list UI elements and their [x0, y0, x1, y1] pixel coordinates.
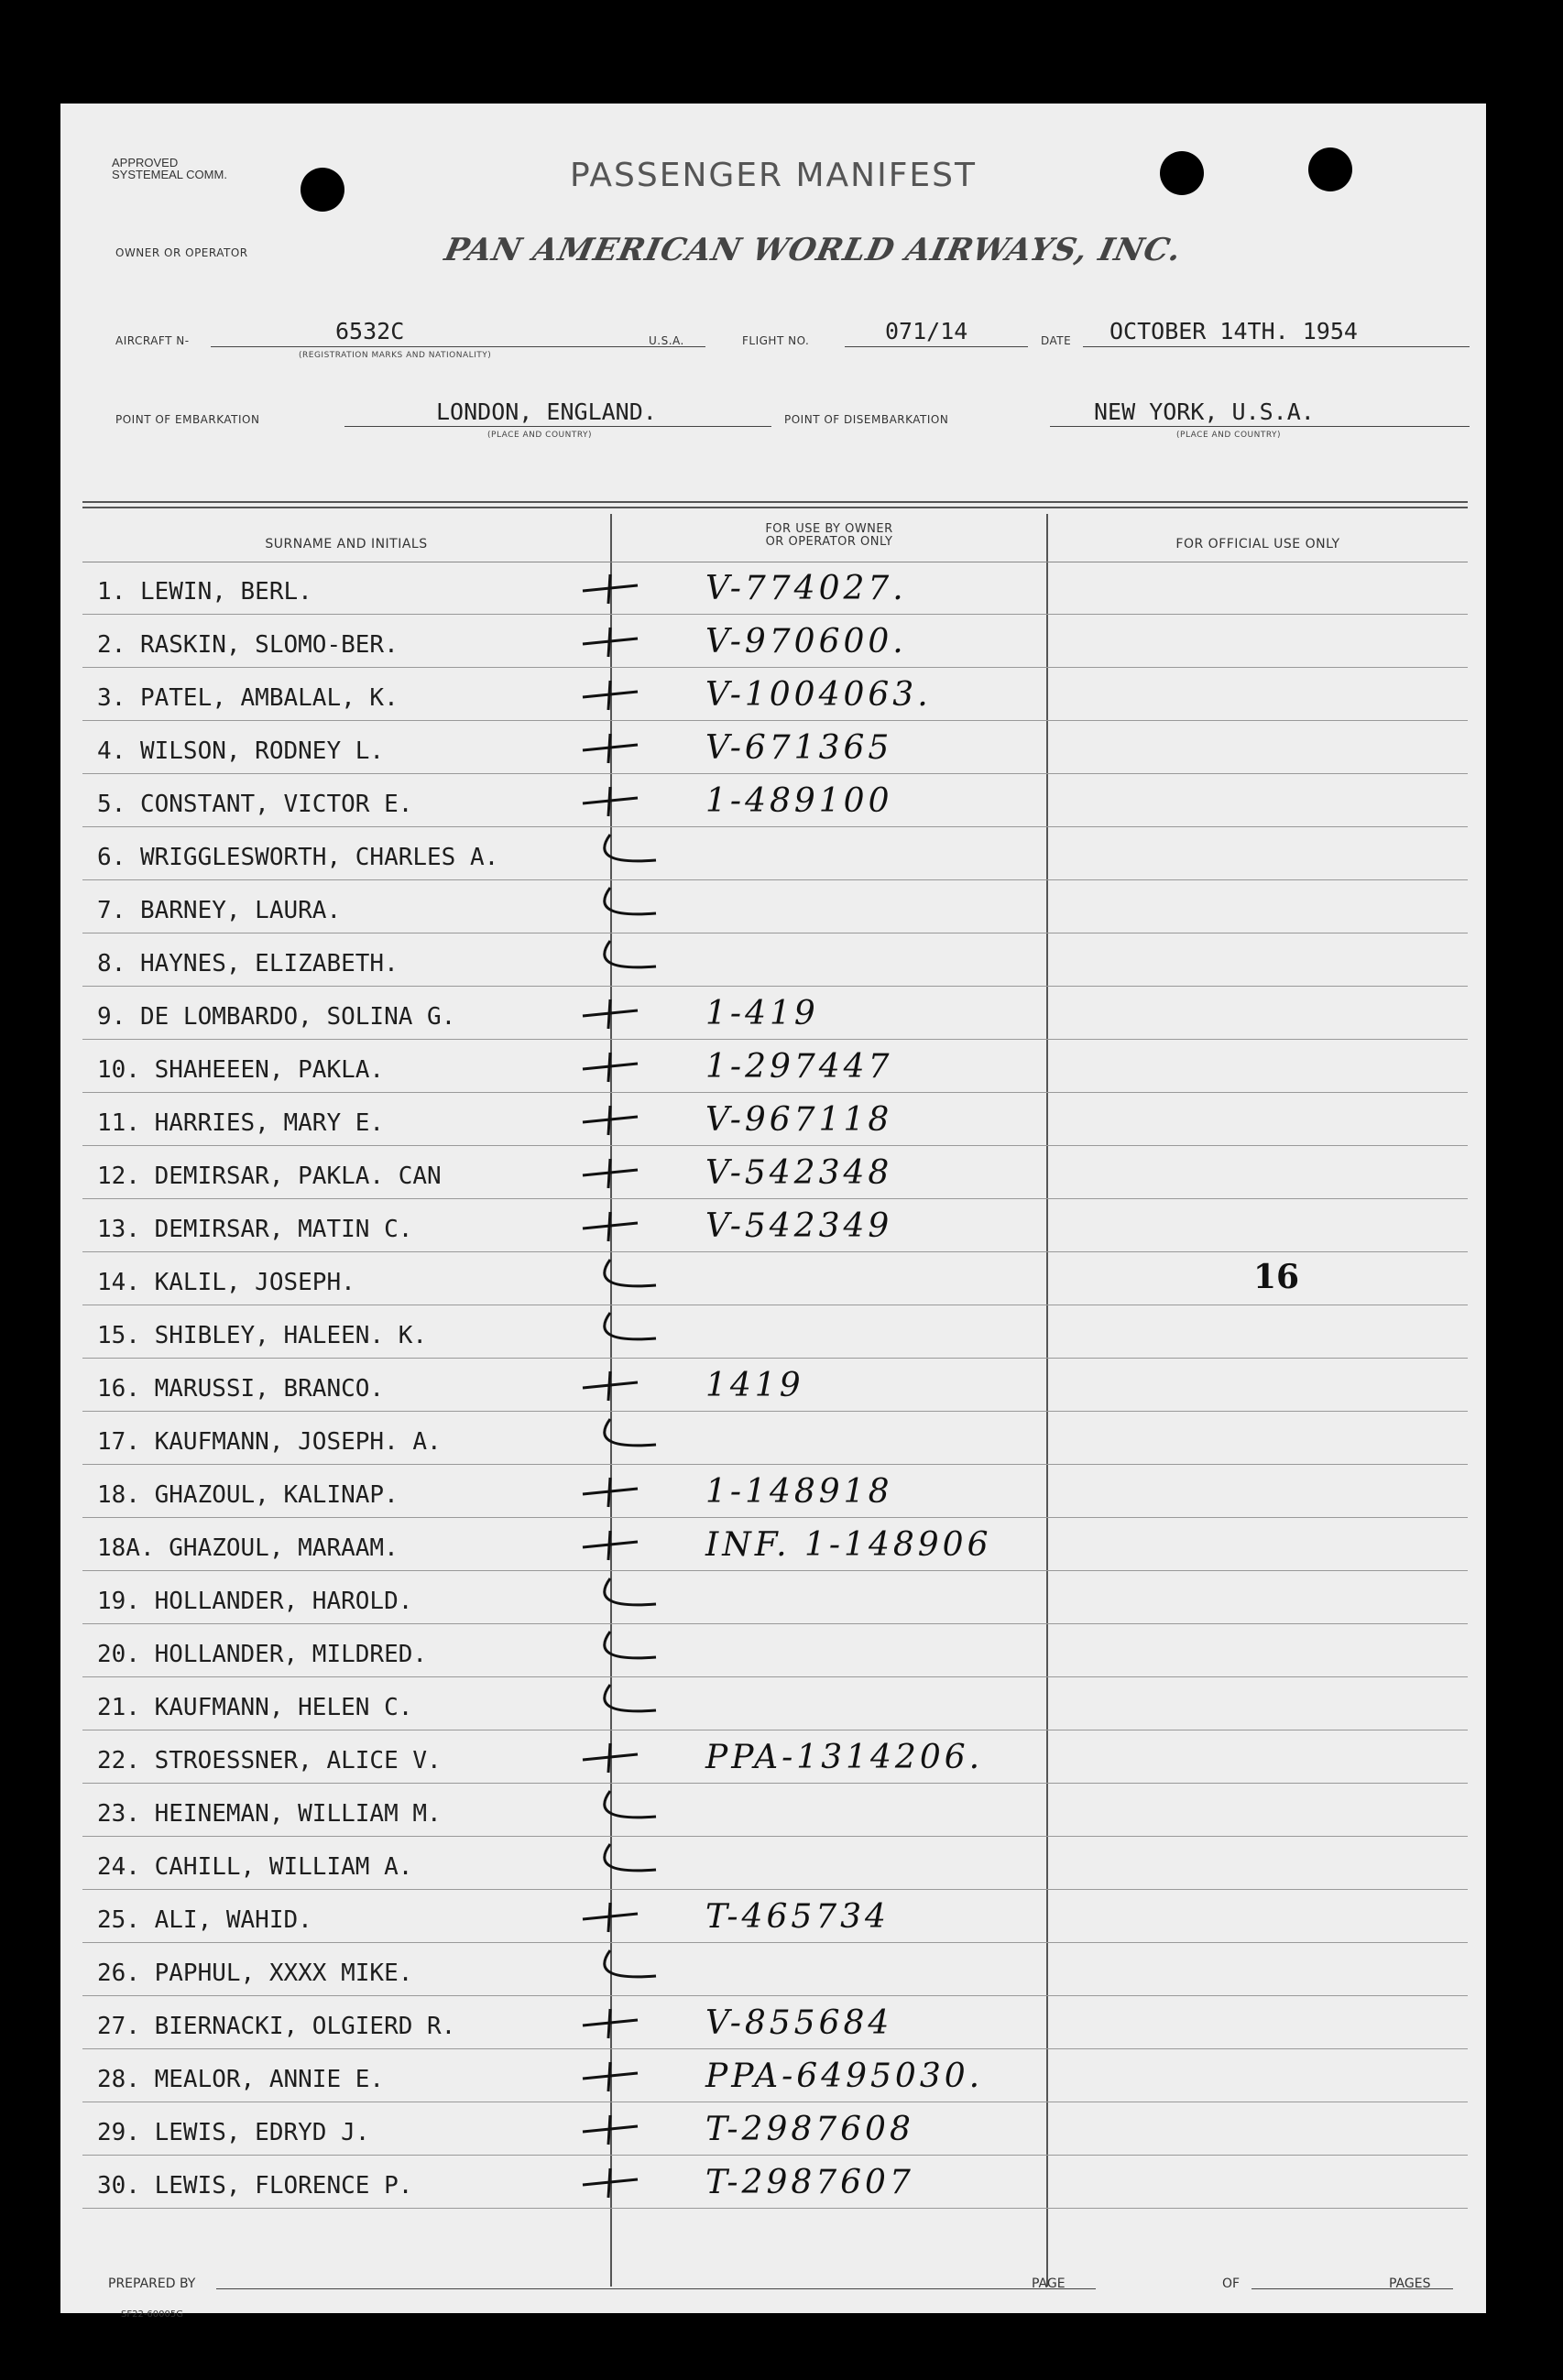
disembarkation-value: NEW YORK, U.S.A.: [1094, 398, 1315, 425]
disembarkation-label: POINT OF DISEMBARKATION: [784, 413, 949, 426]
table-top-rule: [82, 501, 1468, 503]
embarkation-sublabel: (PLACE AND COUNTRY): [487, 431, 593, 440]
passenger-name: 17. KAUFMANN, JOSEPH. A.: [97, 1428, 442, 1456]
table-row: [82, 987, 1468, 1040]
disembarkation-underline: [1050, 426, 1470, 427]
approved-line-2: SYSTEMEAL COMM.: [112, 168, 227, 181]
aircraft-label: AIRCRAFT N-: [115, 334, 190, 347]
table-row: [82, 1146, 1468, 1199]
passenger-name: 16. MARUSSI, BRANCO.: [97, 1375, 385, 1403]
passenger-name: 23. HEINEMAN, WILLIAM M.: [97, 1800, 442, 1828]
table-row: [82, 1571, 1468, 1624]
passenger-name: 6. WRIGGLESWORTH, CHARLES A.: [97, 844, 499, 871]
table-row: [82, 1730, 1468, 1784]
passenger-name: 29. LEWIS, EDRYD J.: [97, 2119, 370, 2146]
embarkation-underline: [344, 426, 771, 427]
official-use-count: 16: [1253, 1258, 1300, 1296]
table-row: [82, 880, 1468, 933]
passport-number: PPA-1314206.: [705, 1739, 984, 1776]
owner-column-header-line-2: OR OPERATOR ONLY: [765, 535, 893, 549]
passport-number: V-542349: [705, 1207, 893, 1245]
table-row: [82, 774, 1468, 827]
table-row: [82, 1943, 1468, 1996]
table-row: [82, 1412, 1468, 1465]
passport-number: V-774027.: [705, 570, 907, 607]
passenger-name: 11. HARRIES, MARY E.: [97, 1109, 385, 1137]
passenger-name: 15. SHIBLEY, HALEEN. K.: [97, 1322, 428, 1349]
official-column-header: FOR OFFICIAL USE ONLY: [1175, 537, 1340, 551]
approved-line-1: APPROVED: [112, 156, 179, 169]
owner-column-header-line-1: FOR USE BY OWNER: [765, 522, 893, 536]
passenger-name: 25. ALI, WAHID.: [97, 1906, 312, 1934]
of-label: OF: [1222, 2276, 1241, 2291]
passenger-name: 27. BIERNACKI, OLGIERD R.: [97, 2013, 456, 2040]
flight-label: FLIGHT NO.: [742, 334, 810, 347]
passport-number: T-465734: [705, 1898, 890, 1936]
passport-number: V-1004063.: [705, 676, 932, 714]
table-row: [82, 1890, 1468, 1943]
passenger-name: 10. SHAHEEEN, PAKLA.: [97, 1056, 385, 1084]
prepared-by-underline: [216, 2288, 1096, 2289]
table-row: [82, 668, 1468, 721]
table-row: [82, 827, 1468, 880]
passenger-name: 8. HAYNES, ELIZABETH.: [97, 950, 399, 977]
passenger-name: 22. STROESSNER, ALICE V.: [97, 1747, 442, 1774]
passenger-name: 9. DE LOMBARDO, SOLINA G.: [97, 1003, 456, 1031]
row-rule: [82, 2208, 1468, 2209]
manifest-sheet: [60, 104, 1486, 2320]
pages-label: PAGES: [1389, 2276, 1431, 2291]
table-row: [82, 1677, 1468, 1730]
table-row: [82, 2102, 1468, 2156]
passport-number: INF. 1-148906: [705, 1526, 992, 1564]
table-row: [82, 1837, 1468, 1890]
passenger-name: 12. DEMIRSAR, PAKLA. CAN: [97, 1163, 442, 1190]
table-row: [82, 1518, 1468, 1571]
embarkation-label: POINT OF EMBARKATION: [115, 413, 260, 426]
table-row: [82, 1624, 1468, 1677]
nationality: U.S.A.: [649, 334, 684, 347]
table-row: [82, 1465, 1468, 1518]
table-row: [82, 615, 1468, 668]
table-row: [82, 1305, 1468, 1359]
passport-number: V-967118: [705, 1101, 893, 1139]
prepared-by-label: PREPARED BY: [108, 2276, 196, 2291]
table-row: [82, 1093, 1468, 1146]
passenger-name: 20. HOLLANDER, MILDRED.: [97, 1641, 428, 1668]
passport-number: V-855684: [705, 2004, 893, 2042]
passenger-name: 30. LEWIS, FLORENCE P.: [97, 2172, 413, 2200]
owner-column-header: [612, 523, 1046, 549]
passport-number: 1-297447: [705, 1048, 893, 1086]
passenger-name: 21. KAUFMANN, HELEN C.: [97, 1694, 413, 1721]
passenger-name: 13. DEMIRSAR, MATIN C.: [97, 1216, 413, 1243]
page-title: PASSENGER MANIFEST: [569, 157, 978, 194]
passenger-name: 1. LEWIN, BERL.: [97, 578, 312, 606]
owner-label: OWNER OR OPERATOR: [115, 246, 248, 259]
table-row: [82, 933, 1468, 987]
date-underline: [1083, 346, 1470, 347]
table-row: [82, 2049, 1468, 2102]
page-label: PAGE: [1032, 2276, 1066, 2291]
passenger-name: 2. RASKIN, SLOMO-BER.: [97, 631, 399, 659]
operator-name: PAN AMERICAN WORLD AIRWAYS, INC.: [441, 232, 1186, 268]
table-row: [82, 2156, 1468, 2209]
table-row: [82, 1199, 1468, 1252]
embarkation-value: LONDON, ENGLAND.: [436, 398, 657, 425]
passenger-name: 4. WILSON, RODNEY L.: [97, 737, 385, 765]
name-column-header: SURNAME AND INITIALS: [265, 537, 428, 551]
table-row: [82, 562, 1468, 615]
aircraft-underline: [211, 346, 705, 347]
aircraft-sublabel: (REGISTRATION MARKS AND NATIONALITY): [299, 351, 492, 360]
passenger-name: 5. CONSTANT, VICTOR E.: [97, 791, 413, 818]
flight-value: 071/14: [885, 318, 968, 344]
table-top-rule-2: [82, 507, 1468, 508]
form-number: SF22-60005G: [121, 2309, 183, 2320]
date-label: DATE: [1041, 334, 1072, 347]
passenger-name: 7. BARNEY, LAURA.: [97, 897, 342, 924]
passenger-name: 26. PAPHUL, XXXX MIKE.: [97, 1960, 413, 1987]
date-value: OCTOBER 14TH. 1954: [1109, 318, 1358, 344]
passenger-name: 18. GHAZOUL, KALINAP.: [97, 1481, 399, 1509]
passport-number: T-2987608: [705, 2111, 914, 2148]
passenger-name: 14. KALIL, JOSEPH.: [97, 1269, 355, 1296]
passenger-name: 18A. GHAZOUL, MARAAM.: [97, 1534, 399, 1562]
passport-number: V-970600.: [705, 623, 907, 661]
passport-number: PPA-6495030.: [705, 2058, 984, 2095]
passport-number: T-2987607: [705, 2164, 914, 2201]
passenger-name: 3. PATEL, AMBALAL, K.: [97, 684, 399, 712]
passport-number: 1-148918: [705, 1473, 893, 1511]
passenger-name: 28. MEALOR, ANNIE E.: [97, 2066, 385, 2093]
aircraft-value: 6532C: [335, 318, 405, 344]
table-row: [82, 1784, 1468, 1837]
passport-number: 1-489100: [705, 782, 893, 820]
table-row: [82, 721, 1468, 774]
table-row: [82, 1996, 1468, 2049]
passport-number: 1419: [705, 1367, 804, 1404]
flight-underline: [845, 346, 1028, 347]
passport-number: V-671365: [705, 729, 893, 767]
passenger-name: 24. CAHILL, WILLIAM A.: [97, 1853, 413, 1881]
passenger-name: 19. HOLLANDER, HAROLD.: [97, 1588, 413, 1615]
disembarkation-sublabel: (PLACE AND COUNTRY): [1176, 431, 1282, 440]
passport-number: 1-419: [705, 995, 819, 1032]
passport-number: V-542348: [705, 1154, 893, 1192]
table-row: [82, 1040, 1468, 1093]
table-row: [82, 1359, 1468, 1412]
